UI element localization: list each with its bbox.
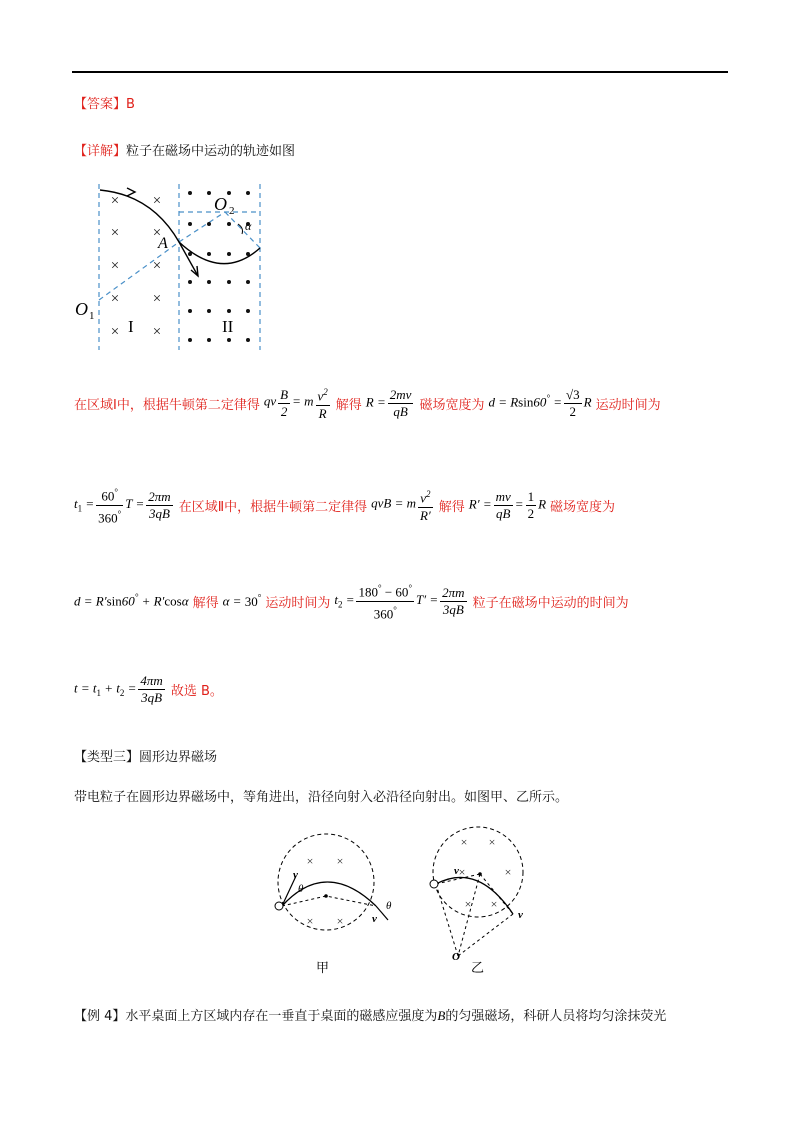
trajectory-figure [72, 180, 272, 352]
eq-radius: R = $\frac{2mv}{qB}$ [365, 386, 412, 419]
detail-text: 粒子在磁场中运动的轨迹如图 [126, 144, 296, 159]
diagram-yi [430, 827, 523, 975]
svg-text:×: × [336, 854, 344, 868]
line2-text-2: 解得 [438, 499, 465, 515]
svg-text:×: × [152, 258, 162, 274]
svg-text:θ: θ [386, 900, 392, 912]
svg-text:×: × [464, 897, 472, 911]
header-rule [72, 71, 728, 73]
svg-text:θ: θ [298, 883, 304, 895]
line3-text-1: 解得 [192, 595, 219, 611]
svg-text:×: × [488, 835, 496, 849]
svg-text:×: × [306, 854, 314, 868]
svg-text:×: × [504, 865, 512, 879]
circular-field-figure [268, 822, 538, 982]
label-region1: I [128, 317, 134, 336]
svg-text:×: × [152, 225, 162, 241]
line1-text-4: 运动时间为 [595, 397, 661, 413]
line2-text-1: 在区域Ⅱ中，根据牛顿第二定律得 [178, 499, 368, 515]
eq-alpha: α = 30° [222, 592, 262, 609]
svg-text:×: × [110, 193, 120, 209]
line1-text-2: 解得 [335, 397, 362, 413]
svg-text:×: × [458, 865, 466, 879]
svg-text:×: × [490, 897, 498, 911]
equation-line-3 [74, 580, 633, 622]
equation-line-4 [74, 668, 227, 710]
label-o: O [452, 951, 460, 963]
detail-bracket: 【详解】 [74, 144, 127, 159]
svg-text:×: × [110, 324, 120, 340]
svg-text:×: × [336, 914, 344, 928]
label-o1: O [75, 299, 88, 319]
example4-bracket: 【例 4】 [74, 1009, 126, 1024]
svg-text:v: v [372, 913, 377, 925]
svg-text:v: v [518, 909, 523, 921]
line2-text-3: 磁场宽度为 [550, 499, 616, 515]
trajectory-path [100, 188, 260, 276]
svg-text:×: × [306, 914, 314, 928]
svg-text:×: × [110, 225, 120, 241]
svg-text:×: × [152, 193, 162, 209]
equation-line-2 [74, 484, 619, 526]
example4-text-b: 的匀强磁场，科研人员将均匀涂抹荧光 [445, 1009, 667, 1024]
equation-line-1 [74, 382, 665, 424]
caption-yi: 乙 [471, 960, 485, 975]
line1-text-3: 磁场宽度为 [419, 397, 485, 413]
example4-line [74, 1008, 666, 1025]
eq-total-time: $t = t_1 + t_2$ = $\frac{4\pi m}{3qB}$ [74, 672, 163, 705]
eq-width-2: d = R′sin60° + R′cosα [74, 592, 189, 609]
label-alpha: α [245, 219, 252, 233]
eq-t1: $t_1$ = $\frac{60^\circ}{360^\circ}$ T = $\frac{2\pi m}{3qB}$ [74, 484, 175, 526]
svg-text:×: × [152, 291, 162, 307]
svg-text:×: × [152, 324, 162, 340]
label-o2-sub: 2 [229, 205, 235, 217]
line4-text-1: 故选 B。 [170, 683, 223, 699]
answer-line [74, 97, 135, 113]
svg-text:×: × [110, 258, 120, 274]
eq-t2: $t_2$ = $\frac{180^\circ - 60^\circ}{360^\circ}$ T′ = $\frac{2\pi m}{3qB}$ [334, 580, 468, 622]
line1-text-1: 在区域Ⅰ中，根据牛顿第二定律得 [74, 397, 260, 413]
svg-text:×: × [110, 291, 120, 307]
detail-line [74, 144, 295, 160]
example4-var-b: B [437, 1008, 446, 1023]
example4-text-a: 水平桌面上方区域内存在一垂直于桌面的磁感应强度为 [125, 1009, 438, 1024]
svg-text:v: v [293, 869, 298, 881]
eq-newton-region2: qvB = m $\frac{v^2}{R'}$ [371, 486, 435, 523]
label-o2: O [214, 194, 227, 214]
svg-text:×: × [460, 835, 468, 849]
answer-bracket: 【答案】 [74, 97, 127, 112]
section-title: 【类型三】圆形边界磁场 [74, 750, 218, 765]
diagram-jia [275, 834, 392, 975]
label-o1-sub: 1 [89, 310, 95, 322]
line3-text-2: 运动时间为 [265, 595, 331, 611]
label-a: A [158, 235, 168, 252]
answer-value: B [126, 97, 135, 112]
eq-radius-prime: R′ = $\frac{mv}{qB}$ = $\frac{1}{2}$ R [468, 488, 547, 521]
eq-newton-region1: qv $\frac{B}{2}$ = m $\frac{v^2}{R}$ [264, 384, 332, 421]
caption-jia: 甲 [316, 960, 330, 975]
section-desc: 带电粒子在圆形边界磁场中，等角进出，沿径向射入必沿径向射出。如图甲、乙所示。 [74, 790, 569, 805]
eq-width-1: d = Rsin60° = $\frac{√3}{2}$ R [488, 386, 592, 419]
svg-text:v: v [454, 865, 459, 877]
line3-text-3: 粒子在磁场中运动的时间为 [472, 595, 629, 611]
label-region2: II [222, 317, 234, 336]
region1-crosses [111, 193, 161, 340]
